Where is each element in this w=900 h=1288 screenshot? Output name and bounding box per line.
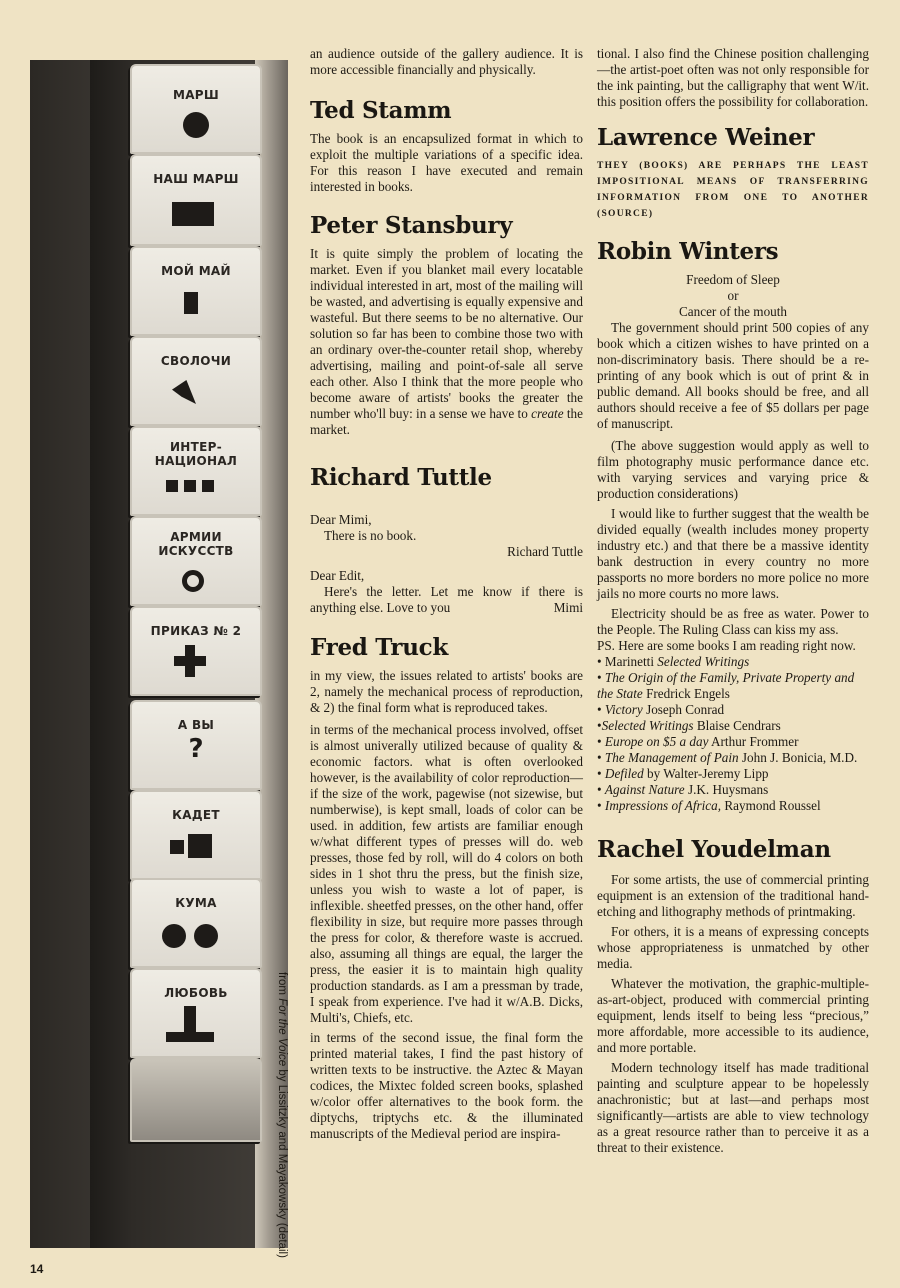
fred-truck-paragraph: in terms of the second issue, the final form the printed material takes, I find the past history of written texts to be instructive. the Aztec & Mayan codices, the Mixtec folded screen books, splashed w/color offer alternatives to the book form. the diptychs, triptychs etc. & the illuminated manuscripts of the Medieval period are inspira- — [310, 1030, 583, 1141]
book-author: Arthur Frommer — [708, 734, 799, 749]
rachel-youdelman-paragraph: For others, it is a means of expressing concepts whose appropriateness is unmatched by other media. — [597, 924, 869, 971]
robin-winters-paragraph: (The above suggestion would apply as well to film photography music performance dance etc. with varying services and varying price & production considerations) — [597, 438, 869, 501]
peter-stansbury-text — [310, 246, 583, 438]
photo-tab-11 — [130, 968, 262, 1058]
tuttle-letter-line: There is no book. — [324, 528, 417, 543]
section-heading-richard-tuttle: Richard Tuttle — [310, 464, 492, 491]
book-bullet: • Marinetti — [597, 654, 658, 669]
credit-suffix: by Lissitzky and Mayakowsky (detail) — [276, 1066, 288, 1258]
robin-winters-ps: PS. Here are some books I am reading right now. — [597, 638, 856, 653]
photo-tab-label: МОЙ МАЙ — [161, 264, 231, 278]
photo-tab-label: А ВЫ — [177, 718, 215, 732]
photo-tab-2 — [130, 154, 262, 246]
t-symbol-base — [166, 1032, 214, 1042]
circle-symbol — [194, 924, 218, 948]
book-title: Against Nature — [604, 782, 685, 797]
text-column-1 — [310, 46, 583, 1142]
book-title: Selected Writings — [657, 654, 750, 669]
square-symbol — [170, 840, 184, 854]
section-heading-robin-winters: Robin Winters — [597, 238, 779, 265]
book-bullet: • — [597, 766, 605, 781]
bar-symbol — [184, 292, 198, 314]
section-heading-peter-stansbury: Peter Stansbury — [310, 212, 513, 239]
rachel-youdelman-paragraph: For some artists, the use of commercial printing equipment is an extension of the traditional hand-etching and lithography methods of printmaking. — [597, 872, 869, 919]
book-list — [597, 654, 869, 814]
book-list-item — [597, 750, 869, 766]
book-list-item — [597, 798, 869, 814]
book-bullet: • — [597, 798, 605, 813]
section-heading-rachel-youdelman: Rachel Youdelman — [597, 836, 831, 863]
photo-tab-1 — [130, 64, 262, 154]
photo-tab-label: ЛЮБОВЬ — [164, 986, 228, 1000]
photo-tab-label: ПРИКАЗ № 2 — [150, 624, 242, 638]
t-symbol-stem — [184, 1006, 196, 1034]
photo-tab-6 — [130, 516, 262, 606]
photo-tab-5 — [130, 426, 262, 516]
book-title: Europe on $5 a day — [604, 734, 709, 749]
photo-tab-label: КУМА — [175, 896, 217, 910]
photo-tab-label: ИНТЕР- НАЦИОНАЛ — [154, 440, 238, 468]
square-symbol — [188, 834, 212, 858]
book-author: Raymond Roussel — [721, 798, 821, 813]
photo-tab-label: НАШ МАРШ — [153, 172, 239, 186]
book-bullet: • — [597, 702, 605, 717]
book-title: The Origin of the Family, Private Property and the State — [597, 670, 855, 701]
circle-symbol — [162, 924, 186, 948]
photo-credit — [276, 972, 288, 1272]
fred-truck-paragraph: in my view, the issues related to artists' books are 2, namely the mechanical process of reproduction, & 2) the final form what is reproduced takes. — [310, 668, 583, 715]
book-author: John J. Bonicia, M.D. — [738, 750, 858, 765]
cross-symbol-v — [185, 645, 195, 677]
book-bullet: • — [597, 750, 605, 765]
book-title: Impressions of Africa, — [604, 798, 722, 813]
book-list-item — [597, 782, 869, 798]
book-list-item — [597, 734, 869, 750]
photo-tab-8 — [130, 700, 262, 790]
robin-winters-paragraph: I would like to further suggest that the wealth be divided equally (wealth includes money property industry etc.) and that there be a massive identity bank destruction in every country no more passports no more borders no more police no more jails no more courts no more laws. — [597, 506, 869, 601]
square-symbol — [202, 480, 214, 492]
edit-letter — [310, 584, 583, 616]
book-bullet: • — [597, 670, 605, 685]
edit-letter-text: Here's the letter. Let me know if there is anything else. Love to you — [310, 584, 583, 615]
winters-subtitle: Cancer of the mouth — [678, 304, 788, 319]
square-symbol — [166, 480, 178, 492]
index-tabs-photo — [30, 60, 288, 1248]
page-number: 14 — [30, 1262, 44, 1276]
tuttle-signature: Richard Tuttle — [507, 544, 583, 559]
book-author: Blaise Cendrars — [693, 718, 781, 733]
book-author: by Walter-Jeremy Lipp — [643, 766, 769, 781]
tuttle-salutation: Dear Mimi, — [310, 512, 372, 527]
book-title: Victory — [604, 702, 643, 717]
winters-subtitle: Freedom of Sleep — [686, 272, 780, 287]
continued-paragraph: an audience outside of the gallery audience. It is more accessible financially and physically. — [310, 46, 583, 77]
edit-salutation: Dear Edit, — [310, 568, 365, 583]
book-author: Fredrick Engels — [642, 686, 730, 701]
credit-title: For the Voice — [276, 998, 288, 1067]
stansbury-body: It is quite simply the problem of locating the market. Even if you blanket mail every locatable individual interested in art, most of the mailing will be wasted, and advertising is equally expensive and wasteful. But there seems to be no alternative. Our solution so far has been to combine those two with an ordinary over-the-counter retail shop, whereby advertising, mailing and point-of-sale all serve each other. Also I think that the more people who become aware of artists' books the greater the number who'll buy: in a sense we have to — [310, 246, 583, 421]
photo-tab-label: КАДЕТ — [172, 808, 220, 822]
square-symbol — [184, 480, 196, 492]
photo-tab-label: МАРШ — [172, 88, 220, 102]
lawrence-weiner-text: THEY (BOOKS) ARE PERHAPS THE LEAST IMPOSITIONAL MEANS OF TRANSFERRING INFORMATION FROM ONE TO ANOTHER (SOURCE) — [597, 161, 869, 219]
ted-stamm-text: The book is an encapsulized format in which to exploit the multiple variations of a specific idea. For this reason I have executed and remain interested in books. — [310, 131, 583, 194]
fred-truck-paragraph: in terms of the mechanical process involved, offset is almost univerally utilized because of quality & economic factors. what is often overlooked however, is the availability of color reproduction—if the size of the work, pagewise (not sizewise, but numberwise), is kept small, loads of color can be used. in addition, few artists are familiar enough w/what different types of presses will do. web presses, those fed by roll, will do 4 colors on both sides in 1 shot thru the press, but the finish size, unless you wish to waste a lot of paper, is inflexible. sheetfed presses, on the other hand, offer flexibility in size, but require more passes through the press for color, & therefore waste is accrued. also, assuming all things are equal, the larger the press, the easier it is to maintain high quality production standards. as I am a pressman by trade, I speak from experience. I've had it w/A.B. Dicks, Multi's, Chiefs, etc. — [310, 722, 583, 1025]
section-heading-fred-truck: Fred Truck — [310, 634, 448, 661]
book-title: Selected Writings — [601, 718, 694, 733]
section-heading-ted-stamm: Ted Stamm — [310, 97, 452, 124]
book-list-item — [597, 670, 869, 702]
robin-winters-paragraph: The government should print 500 copies of any book which a citizen wishes to have printed on a non-discriminatory basis. There should be a re-printing of any book which is out of print & in public demand. All books should be free, and all authors should receive a fee of $5 dollars per page of manuscript. — [597, 320, 869, 431]
photo-tab-label: СВОЛОЧИ — [160, 354, 232, 368]
question-mark-icon: ? — [188, 734, 204, 764]
book-list-item — [597, 702, 869, 718]
book-title: Defiled — [604, 766, 644, 781]
photo-tab-label: АРМИИ ИСКУССТВ — [158, 530, 234, 558]
book-list-item — [597, 654, 869, 670]
photo-tab-7 — [130, 606, 262, 696]
robin-winters-paragraph: Electricity should be as free as water. Power to the People. The Ruling Class can kiss my ass. — [597, 606, 869, 637]
book-bullet: • — [597, 782, 605, 797]
photo-tab-3 — [130, 246, 262, 336]
rachel-youdelman-paragraph: Whatever the motivation, the graphic-multiple-as-art-object, produced with commercial printing equipment, lends itself to being less “precious,” more affordable, more accessible to its audience, and more portable. — [597, 976, 869, 1055]
photo-tab-4 — [130, 336, 262, 426]
circle-symbol — [183, 112, 209, 138]
photo-tab-12 — [130, 1058, 262, 1142]
text-column-2 — [597, 46, 869, 1156]
book-author: J.K. Huysmans — [684, 782, 769, 797]
stansbury-emphasis: create — [531, 406, 564, 421]
section-heading-lawrence-weiner: Lawrence Weiner — [597, 124, 815, 151]
rectangle-symbol — [172, 202, 214, 226]
credit-prefix: from — [276, 972, 288, 999]
book-author: Joseph Conrad — [642, 702, 725, 717]
book-list-item — [597, 718, 869, 734]
book-bullet: • — [597, 734, 605, 749]
wedge-symbol — [172, 380, 196, 404]
rachel-youdelman-paragraph: Modern technology itself has made traditional painting and sculpture appear to be hopelessly anachronistic; but at last—and perhaps most significantly—artists are able to view technology as a great resource rather than to perceive it as a threat to their existence. — [597, 1060, 869, 1155]
edit-signature: Mimi — [553, 600, 583, 615]
photo-tab-10 — [130, 878, 262, 968]
book-list-item — [597, 766, 869, 782]
stansbury-end: the market. — [310, 406, 583, 437]
book-title: The Management of Pain — [604, 750, 739, 765]
ring-symbol — [182, 570, 204, 592]
book-bullet: • — [597, 718, 602, 733]
winters-subtitle: or — [727, 288, 739, 303]
photo-tab-9 — [130, 790, 262, 880]
continued-paragraph: tional. I also find the Chinese position challenging—the artist-poet often was not only responsible for the ink painting, but the calligraphy that went W/it. this position offers the possibility for collaboration. — [597, 46, 869, 109]
